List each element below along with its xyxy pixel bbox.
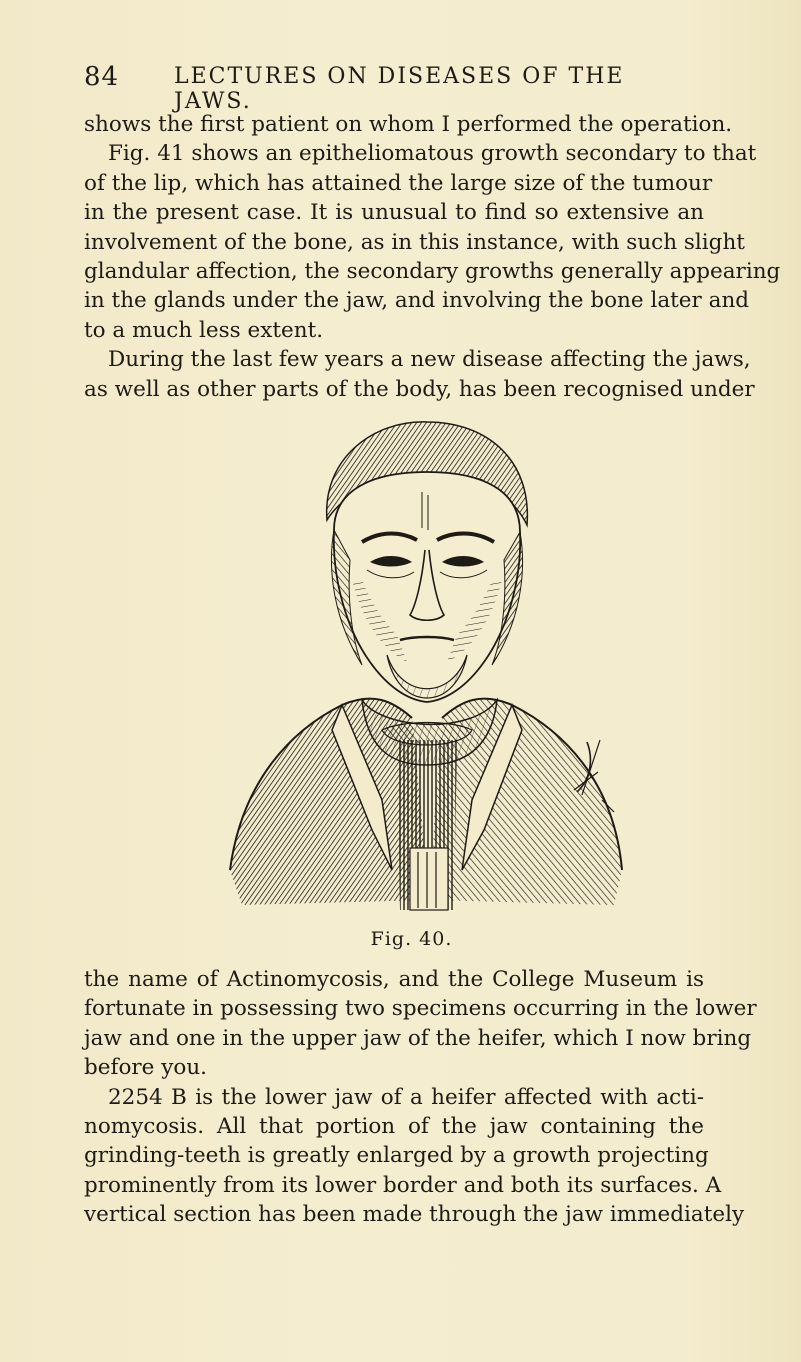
text-line: as well as other parts of the body, has been recognised under	[84, 376, 755, 402]
text-line: prominently from its lower border and both its surfaces. A	[84, 1172, 722, 1198]
text-line: the name of Actinomycosis, and the College Museum is	[84, 967, 704, 992]
text-line: nomycosis. All that portion of the jaw containing the	[84, 1113, 704, 1139]
patient-portrait-illustration	[222, 400, 632, 920]
page-header	[84, 62, 664, 114]
text-line: 2254 B is the lower jaw of a heifer affected with acti-	[108, 1084, 704, 1110]
text-line: in the glands under the jaw, and involving the bone later and	[84, 288, 750, 314]
text-line: During the last few years a new disease affecting the jaws,	[108, 347, 751, 373]
text-line: before you.	[84, 1055, 207, 1081]
figure-40-engraving	[222, 400, 632, 920]
text-line: of the lip, which has attained the large size of the tumour	[84, 170, 713, 196]
text-line: jaw and one in the upper jaw of the heifer, which I now bring	[84, 1025, 752, 1051]
text-line: fortunate in possessing two specimens occurring in the lower	[84, 996, 757, 1022]
figure-caption: Fig. 40.	[370, 928, 453, 950]
running-title: LECTURES ON DISEASES OF THE JAWS.	[174, 64, 625, 114]
text-line: glandular affection, the secondary growths generally appearing	[84, 258, 781, 284]
text-line: involvement of the bone, as in this instance, with such slight	[84, 229, 745, 255]
text-line: shows the first patient on whom I performed the operation.	[84, 112, 733, 137]
page-number: 84	[84, 62, 120, 92]
text-line: in the present case. It is unusual to find so extensive an	[84, 200, 704, 226]
paragraph-top	[84, 110, 781, 404]
text-line: grinding-teeth is greatly enlarged by a growth projecting	[84, 1143, 709, 1169]
paragraph-bottom	[84, 965, 757, 1230]
text-line: Fig. 41 shows an epitheliomatous growth secondary to that	[108, 141, 757, 167]
text-line: vertical section has been made through the jaw immediately	[84, 1202, 745, 1228]
text-line: to a much less extent.	[84, 317, 324, 343]
